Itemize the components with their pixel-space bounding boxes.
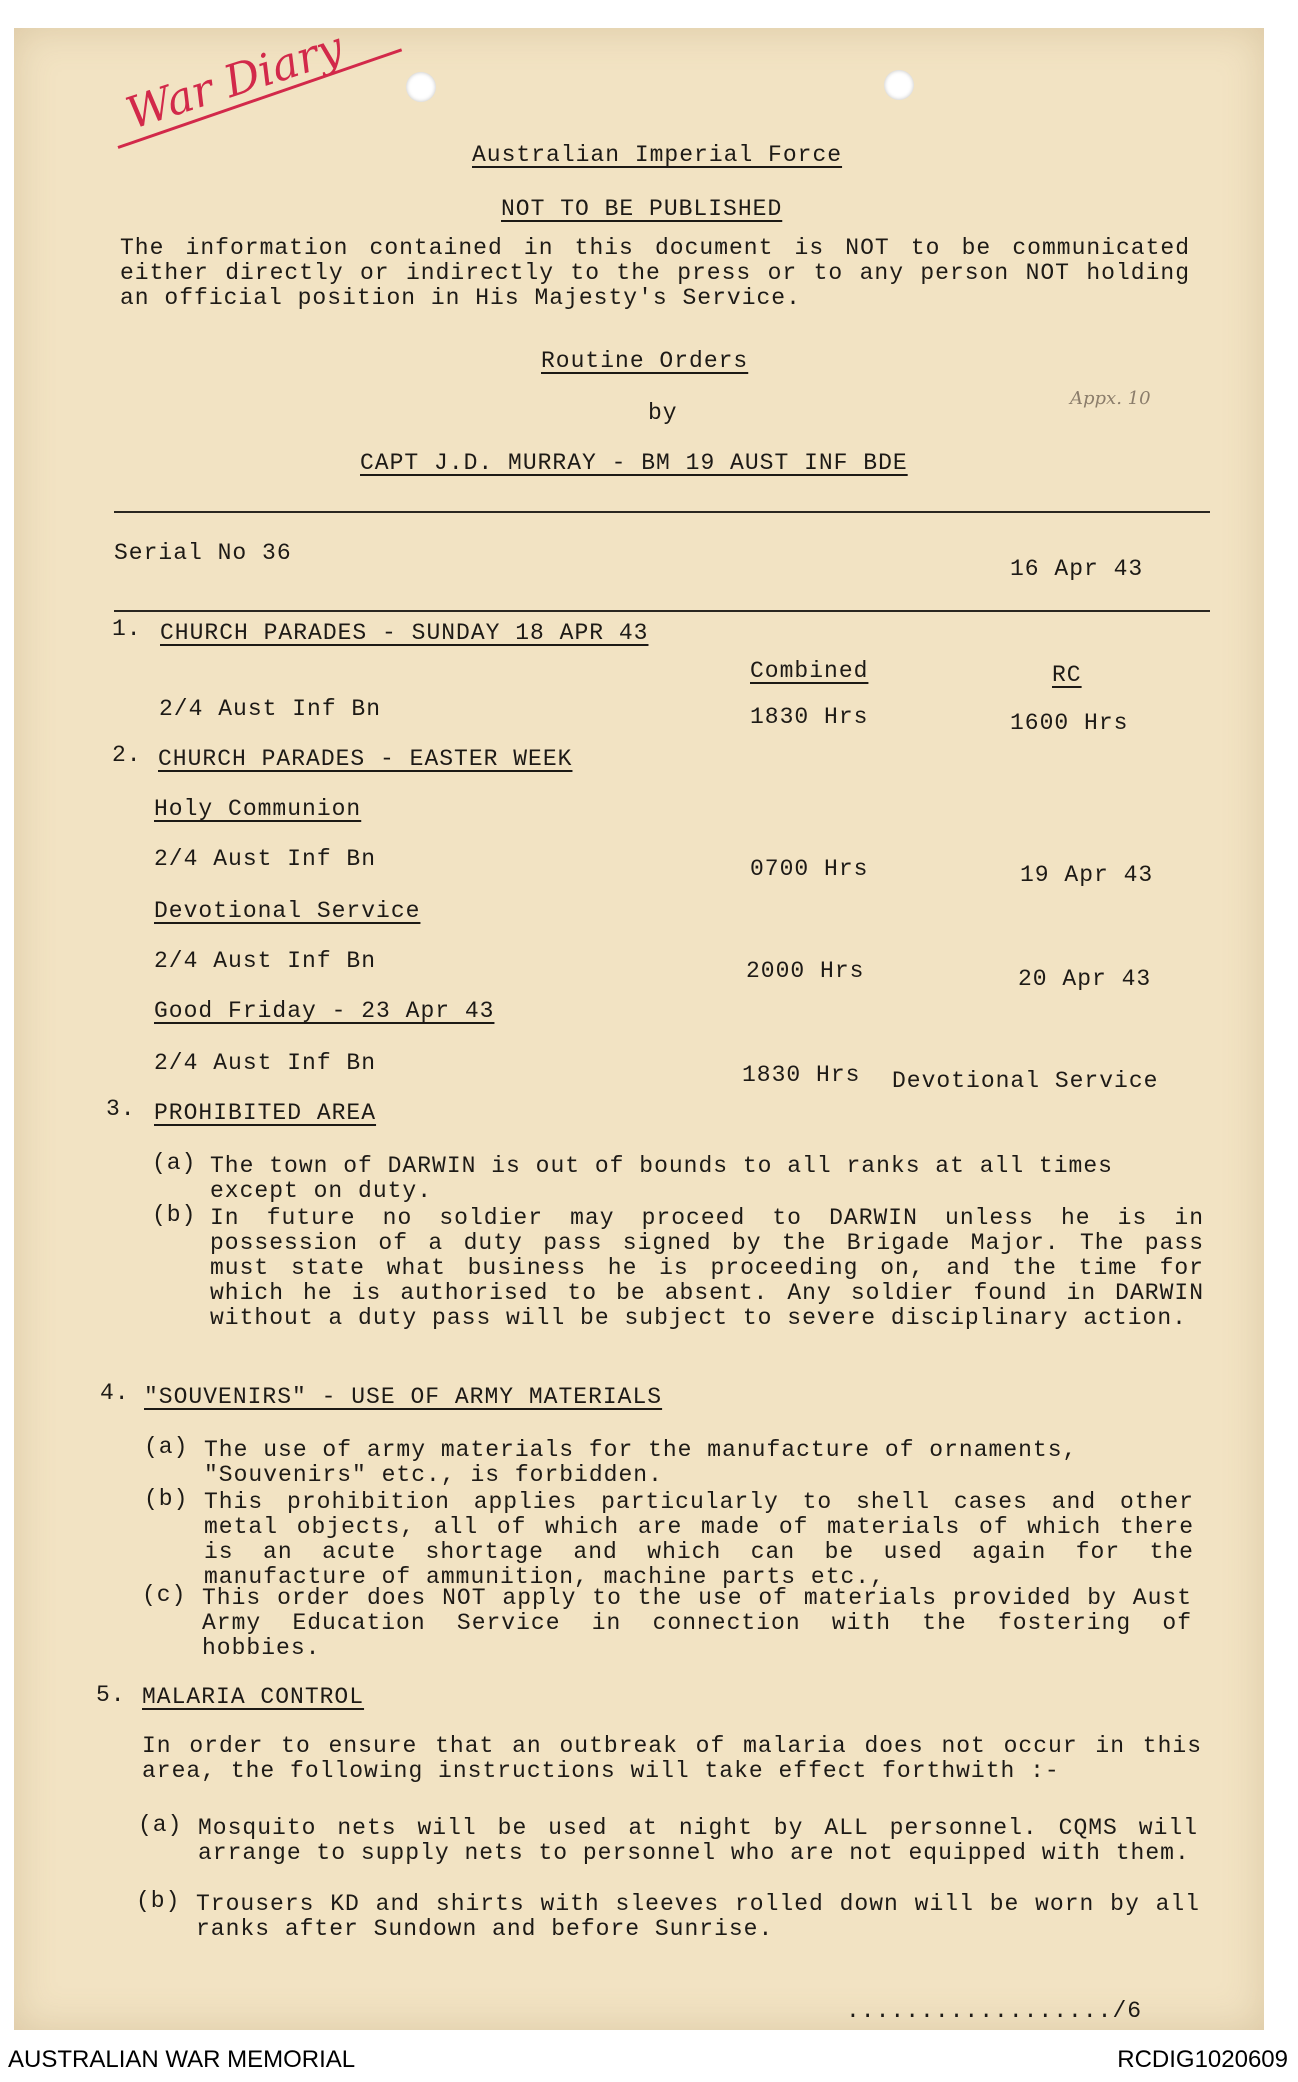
good-friday-note: Devotional Service	[892, 1068, 1159, 1094]
issuer-line: CAPT J.D. MURRAY - BM 19 AUST INF BDE	[360, 450, 908, 476]
column-rc: RC	[1052, 662, 1082, 688]
holy-communion-unit: 2/4 Aust Inf Bn	[154, 846, 377, 872]
s5-intro: In order to ensure that an outbreak of malaria does not occur in this area, the following instructions will take effect forthwith :-	[142, 1733, 1202, 1784]
devotional-service-heading: Devotional Service	[154, 898, 421, 924]
s4-a-label: (a)	[144, 1434, 189, 1460]
document-sheet	[14, 21, 1264, 2030]
holy-communion-time: 0700 Hrs	[750, 856, 869, 882]
section-5-title: MALARIA CONTROL	[142, 1684, 365, 1710]
punch-hole-right	[884, 70, 914, 100]
continuation-marker: ................../6	[846, 1998, 1143, 2024]
header-rule-bottom	[114, 610, 1210, 612]
good-friday-unit: 2/4 Aust Inf Bn	[154, 1050, 377, 1076]
holy-communion-date: 19 Apr 43	[1020, 862, 1154, 888]
section-3-title: PROHIBITED AREA	[154, 1100, 377, 1126]
s4-b-text: This prohibition applies particularly to shell cases and other metal objects, all of which are made of materials of which there is an acute shortage and which can be used again for the manufacture of ammunition, machine parts etc.,	[204, 1489, 1194, 1590]
section-2-title: CHURCH PARADES - EASTER WEEK	[158, 746, 573, 772]
serial-number: Serial No 36	[114, 540, 292, 566]
confidentiality-notice: The information contained in this document is NOT to be communicated either directly or indirectly to the press or to any person NOT holding an official position in His Majesty's Service.	[120, 235, 1190, 311]
devotional-date: 20 Apr 43	[1018, 966, 1152, 992]
s5-b-label: (b)	[136, 1888, 181, 1914]
holy-communion-heading: Holy Communion	[154, 796, 362, 822]
s4-a-text: The use of army materials for the manufacture of ornaments, "Souvenirs" etc., is forbidden.	[204, 1437, 1078, 1488]
devotional-time: 2000 Hrs	[746, 958, 865, 984]
column-combined: Combined	[750, 658, 869, 684]
s3-b-text: In future no soldier may proceed to DARWIN unless he is in possession of a duty pass signed by the Brigade Major. The pass must state what business he is proceeding on, and the time for which he is authorised to be absent. Any soldier found in DARWIN without a duty pass will be subject to severe disciplinary action.	[210, 1205, 1204, 1331]
good-friday-time: 1830 Hrs	[742, 1062, 861, 1088]
header-rule-top	[114, 511, 1210, 513]
good-friday-heading: Good Friday - 23 Apr 43	[154, 998, 495, 1024]
footer-institution: AUSTRALIAN WAR MEMORIAL	[8, 2046, 356, 2073]
war-diary-text: War Diary	[120, 21, 350, 140]
section-1-title: CHURCH PARADES - SUNDAY 18 APR 43	[160, 620, 649, 646]
section-1-number: 1.	[112, 616, 142, 642]
section-5-number: 5.	[96, 1682, 126, 1708]
s3-a-text: The town of DARWIN is out of bounds to all ranks at all times except on duty.	[210, 1153, 1113, 1204]
section-4-title: "SOUVENIRS" - USE OF ARMY MATERIALS	[144, 1384, 663, 1410]
s5-b-text: Trousers KD and shirts with sleeves rolled down will be worn by all ranks after Sundown and before Sunrise.	[196, 1891, 1200, 1942]
s4-c-text: This order does NOT apply to the use of materials provided by Aust Army Education Service in connection with the fostering of hobbies.	[202, 1585, 1192, 1661]
section-4-number: 4.	[100, 1380, 130, 1406]
section-2-number: 2.	[112, 742, 142, 768]
s4-c-label: (c)	[142, 1582, 187, 1608]
force-heading: Australian Imperial Force	[472, 142, 843, 168]
section-3-number: 3.	[106, 1096, 136, 1122]
s3-a-label: (a)	[152, 1150, 197, 1176]
s1-rc-time: 1600 Hrs	[1010, 710, 1129, 736]
appendix-note: Appx. 10	[1070, 388, 1151, 409]
by-label: by	[648, 400, 678, 426]
devotional-unit: 2/4 Aust Inf Bn	[154, 948, 377, 974]
order-date: 16 Apr 43	[1010, 556, 1144, 582]
s1-combined-time: 1830 Hrs	[750, 704, 869, 730]
handwritten-war-diary	[114, 21, 414, 188]
s3-b-label: (b)	[152, 1202, 197, 1228]
footer-catalogue-id: RCDIG1020609	[1117, 2046, 1288, 2073]
s4-b-label: (b)	[144, 1486, 189, 1512]
s5-a-label: (a)	[138, 1812, 183, 1838]
s5-a-text: Mosquito nets will be used at night by ALL personnel. CQMS will arrange to supply nets to personnel who are not equipped with them.	[198, 1815, 1198, 1866]
routine-orders-title: Routine Orders	[541, 348, 749, 374]
not-to-be-published: NOT TO BE PUBLISHED	[501, 196, 783, 222]
s1-unit: 2/4 Aust Inf Bn	[159, 696, 382, 722]
